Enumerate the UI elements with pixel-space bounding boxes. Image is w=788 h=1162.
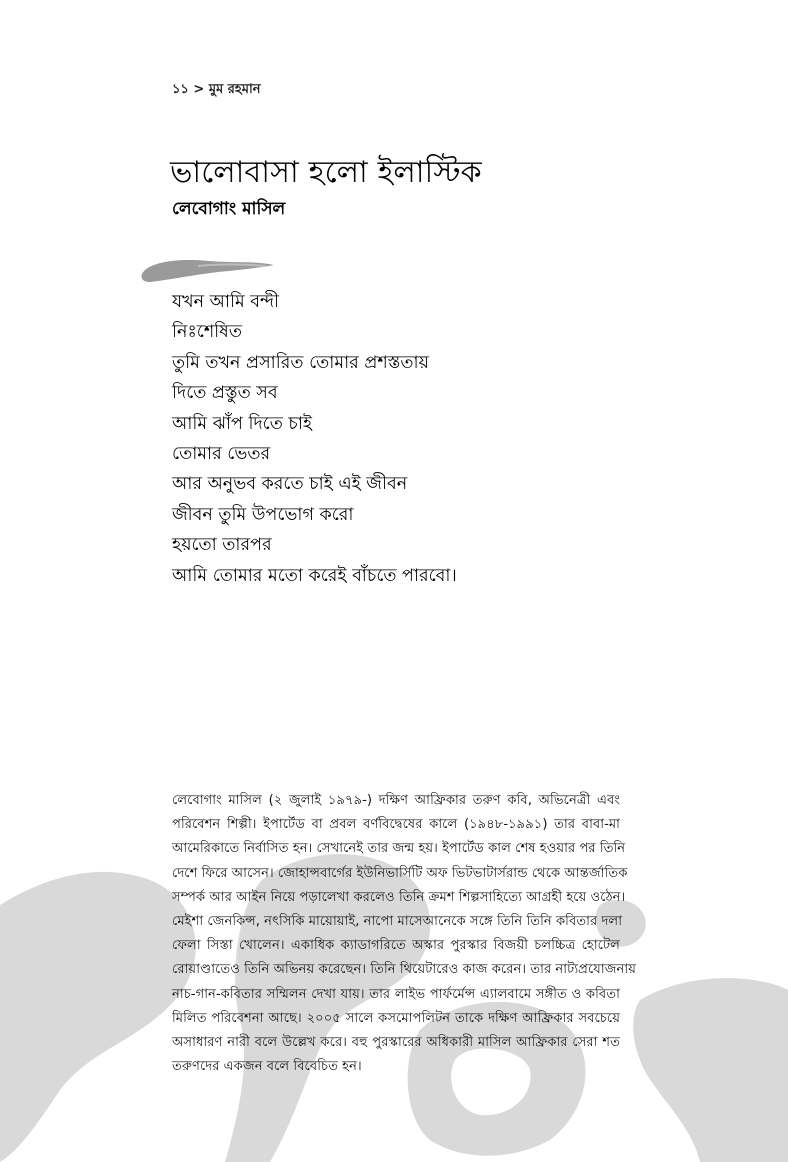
- poem-body: [172, 287, 457, 591]
- running-header: ১১ > মুম রহমান: [172, 82, 261, 97]
- bio-line: লেবোগাং মাসিল (২ জুলাই ১৯৭৯-) দক্ষিণ আফ্রিকার তরুণ কবি, অভিনেত্রী এবং: [172, 793, 620, 808]
- bio-line: ফেলা সিস্তা খোলেন। একাধিক ক্যাডাগরিতে অস্কার পুরস্কার বিজয়ী চলচ্চিত্র হোটেল: [172, 938, 620, 954]
- watermark-stroke-left: [0, 872, 196, 1162]
- bio-line: পরিবেশন শিল্পী। ইপার্টেড বা প্রবল বর্ণবিদ্বেষের কালে (১৯৪৮-১৯৯১) তার বাবা-মা: [172, 817, 620, 833]
- poem-line: যখন আমি বন্দী: [172, 292, 280, 312]
- poem-line: দিতে প্রস্তুত সব: [172, 383, 278, 404]
- author-biography: [172, 789, 636, 1079]
- poem-line: নিঃশেষিত: [172, 322, 242, 343]
- poem-line: তোমার ভেতর: [172, 443, 271, 464]
- poem-author: লেবোগাং মাসিল: [172, 199, 286, 219]
- watermark-stroke-right: [633, 978, 788, 1162]
- poem-line: আমি ঝাঁপ দিতে চাই: [172, 413, 313, 434]
- poem-line: আমি তোমার মতো করেই বাঁচতে পারবো।: [172, 565, 457, 586]
- bio-line: অসাধারণ নারী বলে উল্লেখ করে। বহু পুরস্কারের অধিকারী মাসিল আফ্রিকার সেরা শত: [172, 1034, 620, 1050]
- bio-line: সম্পর্ক আর আইন নিয়ে পড়ালেখা করলেও তিনি ক্রমশ শিল্পসাহিত্যে আগ্রহী হয়ে ওঠেন।: [172, 889, 626, 905]
- poem-line: আর অনুভব করতে চাই এই জীবন: [172, 474, 408, 495]
- poem-line: জীবন তুমি উপভোগ করো: [172, 504, 354, 525]
- poem-line: হয়তো তারপর: [172, 535, 272, 556]
- brush-stroke-ornament: [138, 252, 278, 286]
- bio-line: নাচ-গান-কবিতার সম্মিলন দেখা যায়। তার লাইভ পার্ফর্মেন্স এ্যালবামে সঙ্গীত ও কবিতা: [172, 986, 620, 1002]
- bio-line: তরুণদের একজন বলে বিবেচিত হন।: [172, 1059, 362, 1075]
- bio-line: মেইশা জেনকিন্স, নৎসিকি মায়োয়াই, নাপো মাসেআনেকে সঙ্গে তিনি তিনি কবিতার দলা: [172, 913, 623, 929]
- poem-line: তুমি তখন প্রসারিত তোমার প্রশস্ততায়: [172, 352, 429, 373]
- bio-line: আমেরিকাতে নির্বাসিত হন। সেখানেই তার জন্ম হয়। ইপার্টেড কাল শেষ হওয়ার পর তিনি: [172, 841, 626, 857]
- bio-line: রোয়াণ্ডাতেও তিনি অভিনয় করেছেন। তিনি থিয়েটারেও কাজ করেন। তার নাট্যপ্রযোজনায়: [172, 962, 636, 978]
- bio-line: মিলিত পরিবেশনা আছে। ২০০৫ সালে কসমোপলিটন তাকে দক্ষিণ আফ্রিকার সবচেয়ে: [172, 1010, 620, 1026]
- poem-title: ভালোবাসা হলো ইলাস্টিক: [170, 155, 482, 190]
- bio-line: দেশে ফিরে আসেন। জোহান্সবার্গের ইউনিভার্সিটি অফ ভিটভাটার্সরান্ড থেকে আন্তর্জাতিক: [172, 865, 628, 881]
